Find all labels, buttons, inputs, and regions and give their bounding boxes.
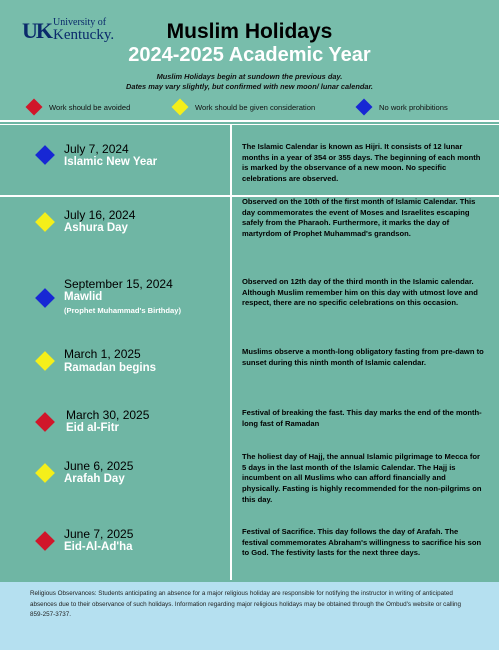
legend-label: Work should be given consideration [195, 102, 316, 112]
event-row [0, 197, 499, 266]
event-name: Islamic New Year [64, 156, 158, 168]
legend-item-avoid [28, 99, 130, 115]
logo-line2: Kentucky. [53, 27, 115, 43]
red-diamond-icon [35, 412, 55, 432]
yellow-diamond-icon [35, 463, 55, 483]
divider-top [0, 120, 499, 122]
event-description: Festival of Sacrifice. This day follows the day of Arafah. The festival commemorates Abraham's willingness to sacrifice his son to God. The festivity lasts for the next three days. [242, 527, 482, 558]
event-row [0, 404, 499, 452]
event-date: June 6, 2025 [64, 459, 134, 473]
event-description: Observed on the 10th of the first month of Islamic Calendar. This day commemorates the event of Moses and Israelites escaping safely from the Pharaoh. Furthermore, it marks the day of martyrdom of Prophet Muhammad's grandson. [242, 197, 476, 239]
blue-diamond-icon [35, 288, 55, 308]
event-name: Arafah Day [64, 473, 125, 485]
legend-label: Work should be avoided [49, 102, 131, 112]
event-row [0, 452, 499, 520]
event-date: March 1, 2025 [64, 347, 141, 361]
religious-observances-note: Religious Observances: Students anticipating an absence for a major religious holiday are responsible for notifying the instructor in writing of anticipated absences due to their observance of such holidays. Information regarding major religious holidays may be obtained through the Ombud's website or calling 859-257-3737. [30, 590, 462, 618]
legend [0, 99, 499, 115]
header-note-line2: Dates may vary slightly, but confirmed with new moon/ lunar calendar. [126, 82, 373, 91]
event-subtitle: (Prophet Muhammad's Birthday) [64, 306, 181, 315]
event-name: Ashura Day [64, 222, 128, 234]
red-diamond-icon [26, 99, 43, 116]
event-date: June 7, 2025 [64, 527, 134, 541]
event-row [0, 125, 499, 195]
event-name: Ramadan begins [64, 362, 157, 374]
page-subtitle: 2024-2025 Academic Year [128, 44, 371, 66]
header-note [0, 72, 499, 92]
blue-diamond-icon [356, 99, 373, 116]
event-description: Observed on 12th day of the third month in the Islamic calendar. Although Muslim remember him on this day with utmost love and respect, there are no specific celebrations on this occasion. [242, 277, 478, 308]
blue-diamond-icon [35, 145, 55, 165]
event-date: July 7, 2024 [64, 142, 129, 156]
yellow-diamond-icon [35, 351, 55, 371]
red-diamond-icon [35, 531, 55, 551]
header-note-line1: Muslim Holidays begin at sundown the previous day. [156, 72, 343, 81]
event-name: Eid-Al-Ad'ha [64, 541, 133, 553]
event-description: Muslims observe a month-long obligatory fasting from pre-dawn to sunset during this ninth month of Islamic calendar. [242, 347, 484, 367]
event-date: September 15, 2024 [64, 277, 173, 291]
event-description: Festival of breaking the fast. This day marks the end of the month-long fast of Ramadan [242, 408, 482, 428]
footer [0, 582, 499, 650]
event-date: July 16, 2024 [64, 208, 136, 222]
logo-line1: University of [53, 17, 107, 28]
yellow-diamond-icon [35, 212, 55, 232]
yellow-diamond-icon [172, 99, 189, 116]
header [0, 0, 499, 120]
legend-item-consideration [174, 99, 315, 115]
page-title: Muslim Holidays [166, 20, 333, 43]
event-date: March 30, 2025 [66, 408, 150, 422]
event-row [0, 336, 499, 404]
event-name: Eid al-Fitr [66, 422, 120, 434]
legend-item-no-prohibition [358, 99, 448, 115]
event-description: The holiest day of Hajj, the annual Islamic pilgrimage to Mecca for 5 days in the last month of the Islamic Calendar. The Hajj is incumbent on all Muslims who can afford financially and physically. Fasting is highly recommended for the non-pilgrims on this day. [242, 452, 482, 504]
event-row [0, 266, 499, 336]
event-description: The Islamic Calendar is known as Hijri. It consists of 12 lunar months in a year of 354 or 355 days. The beginning of each month is marked by the observance of a new moon. No specific celebrations are observed. [242, 142, 481, 184]
uk-monogram: UK [22, 18, 51, 43]
event-row [0, 520, 499, 580]
legend-label: No work prohibitions [379, 102, 448, 112]
event-name: Mawlid [64, 291, 103, 303]
